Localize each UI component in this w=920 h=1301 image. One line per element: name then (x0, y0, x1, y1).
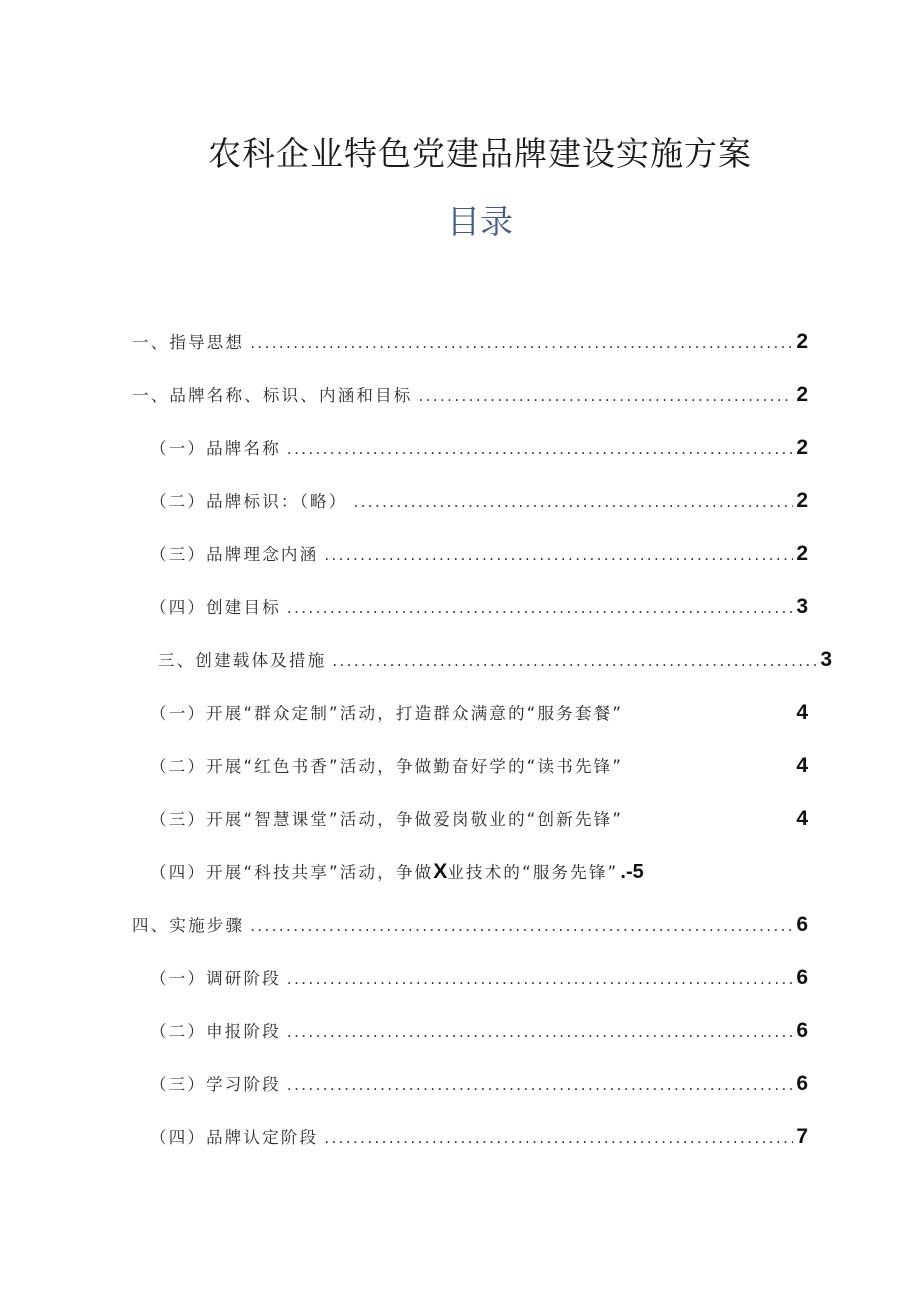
toc-entry[interactable] (150, 1016, 808, 1046)
toc-entry-label: （二）开展“红色书香”活动，争做勤奋好学的“读书先锋” (150, 757, 624, 776)
toc-dot-leader (250, 911, 793, 941)
toc-page-number: .-5 (620, 861, 644, 883)
toc-page-number: 4 (796, 754, 808, 777)
toc-page-number: 4 (796, 701, 808, 724)
toc-entry-label: （三）品牌理念内涵 (150, 545, 319, 564)
toc-entry-label: （四）创建目标 (150, 598, 281, 617)
toc-page-number: 3 (820, 648, 832, 671)
toc-entry[interactable] (150, 486, 808, 516)
toc-entry-label: （二）品牌标识：（略） (150, 492, 348, 511)
toc-entry[interactable] (158, 645, 832, 675)
toc-entry[interactable] (150, 857, 750, 887)
toc-dot-leader (287, 964, 793, 994)
toc-dot-leader (287, 1070, 793, 1100)
toc-entry-label: 三、创建载体及措施 (158, 651, 327, 670)
toc-page-number: 2 (796, 383, 808, 406)
toc-entry-label: （三）学习阶段 (150, 1075, 281, 1094)
toc-dot-leader (287, 593, 793, 623)
toc-page-number: 2 (796, 542, 808, 565)
toc-entry[interactable] (150, 539, 808, 569)
toc-dot-leader (332, 646, 817, 676)
toc-page-number: 4 (796, 807, 808, 830)
toc-entry[interactable] (132, 380, 808, 410)
toc-entry[interactable] (150, 963, 808, 993)
toc-dot-leader (287, 1017, 793, 1047)
toc-page-number: 3 (796, 595, 808, 618)
toc-entry[interactable] (150, 698, 808, 728)
toc-entry-label: （三）开展“智慧课堂”活动，争做爱岗敬业的“创新先锋” (150, 810, 624, 829)
toc-entry-label: （一）品牌名称 (150, 439, 281, 458)
toc-dot-leader (324, 540, 793, 570)
toc-page-number: 6 (796, 966, 808, 989)
toc-page-number: 2 (796, 436, 808, 459)
toc-entry[interactable] (132, 327, 808, 357)
toc-entry[interactable] (150, 751, 808, 781)
toc-dot-leader (250, 328, 793, 358)
toc-page-number: 6 (796, 1072, 808, 1095)
toc-entry[interactable] (150, 804, 808, 834)
toc-entry-label: （一）调研阶段 (150, 969, 281, 988)
toc-entry[interactable] (150, 592, 808, 622)
toc-entry-label: 一、指导思想 (132, 333, 245, 352)
toc-entry-label: （二）申报阶段 (150, 1022, 281, 1041)
toc-dot-leader (353, 487, 793, 517)
toc-entry[interactable] (150, 1122, 808, 1152)
toc-entry-label-bold: X (433, 860, 448, 883)
toc-dot-leader (419, 381, 794, 411)
toc-entry-label: 一、品牌名称、标识、内涵和目标 (132, 386, 413, 405)
toc-entry-label-end: 业技术的“服务先锋” (447, 863, 619, 882)
toc-entry-label: （四）品牌认定阶段 (150, 1128, 319, 1147)
toc-entry-label (150, 857, 618, 888)
toc-entry-label: 四、实施步骤 (132, 916, 245, 935)
toc-dot-leader (324, 1123, 793, 1153)
toc-page-number: 6 (796, 913, 808, 936)
toc-entry-label: （一）开展“群众定制”活动，打造群众满意的“服务套餐” (150, 704, 624, 723)
toc-page-number: 2 (796, 489, 808, 512)
toc-entry[interactable] (150, 1069, 808, 1099)
toc-entry[interactable] (132, 910, 808, 940)
toc-dot-leader (287, 434, 793, 464)
toc-page-number: 7 (796, 1125, 808, 1148)
toc-entry-label-start: （四）开展“科技共享”活动，争做 (150, 863, 434, 882)
toc-entry[interactable] (150, 433, 808, 463)
document-title: 农科企业特色党建品牌建设实施方案 (208, 134, 752, 173)
toc-page-number: 2 (796, 330, 808, 353)
toc-heading: 目录 (447, 202, 513, 241)
toc-page-number: 6 (796, 1019, 808, 1042)
